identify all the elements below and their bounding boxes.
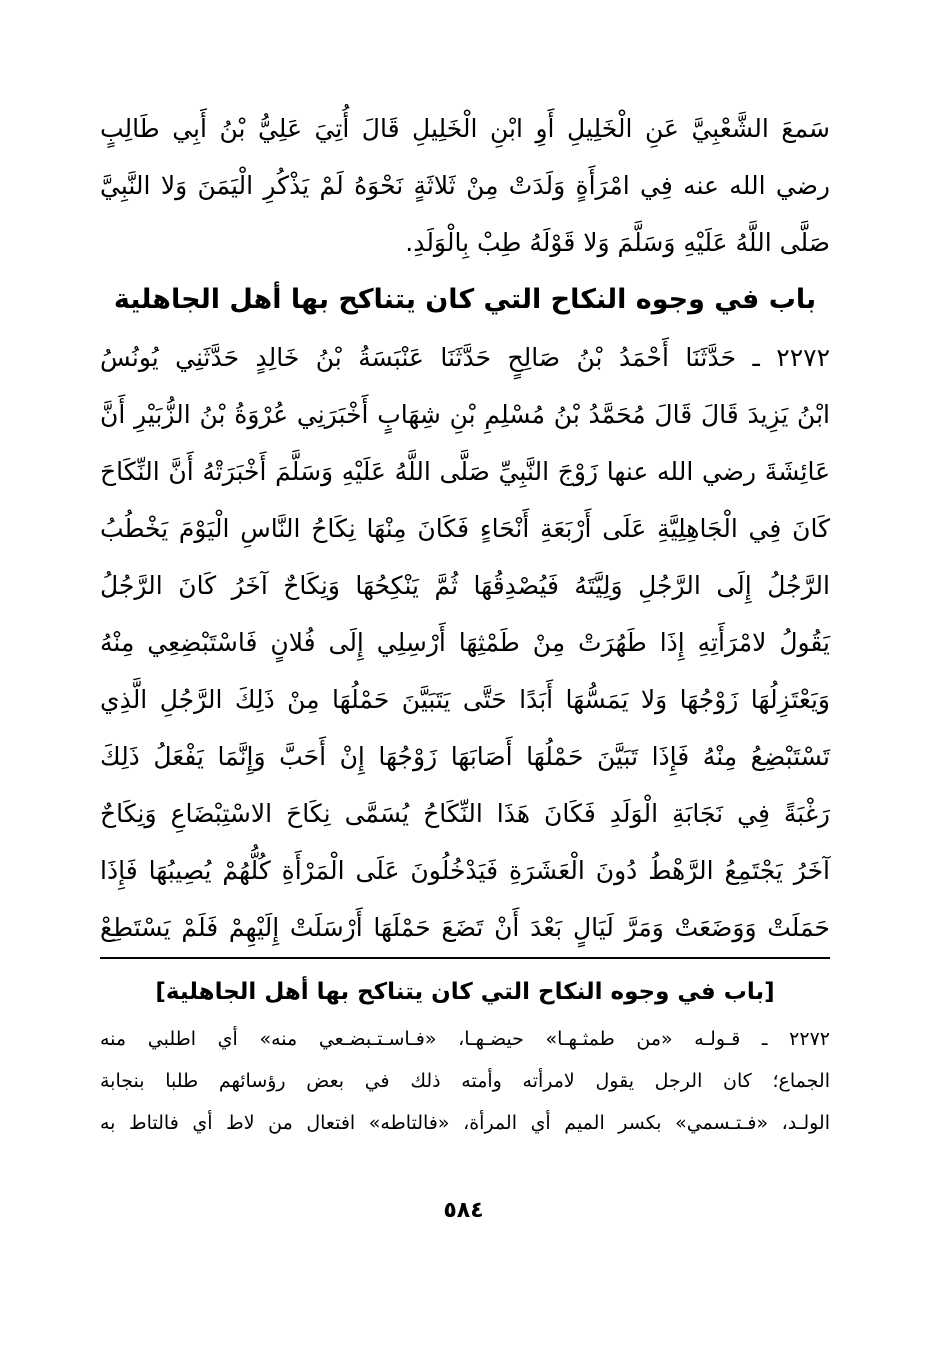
hadith-line: الرَّجُلُ إِلَى الرَّجُلِ وَلِيَّتَهُ فَيُصْدِقُهَا ثُمَّ يَنْكِحُهَا وَنِكَاحٌ آخَرُ كَانَ الرَّجُلُ (100, 571, 830, 600)
text-line: رضي الله عنه فِي امْرَأَةٍ وَلَدَتْ مِنْ ثَلاثَةٍ نَحْوَهُ لَمْ يَذْكُرِ الْيَمَنَ وَلا النَّبِيَّ (100, 171, 830, 200)
page-number: ٥٨٤ (443, 1198, 484, 1223)
footnotes-block (100, 966, 830, 1144)
hadith-line: عَائِشَةَ رضي الله عنها زَوْجَ النَّبِيِّ صَلَّى اللَّهُ عَلَيْهِ وَسَلَّمَ أَخْبَرَتْهُ أَنَّ النِّكَاحَ (100, 457, 830, 486)
hadith-line: حَمَلَتْ وَوَضَعَتْ وَمَرَّ لَيَالٍ بَعْدَ أَنْ تَضَعَ حَمْلَهَا أَرْسَلَتْ إِلَيْهِمْ فَلَمْ يَسْتَطِعْ (100, 913, 830, 942)
hadith-line: كَانَ فِي الْجَاهِلِيَّةِ عَلَى أَرْبَعَةِ أَنْحَاءٍ فَكَانَ مِنْهَا نِكَاحُ النَّاسِ الْيَوْمَ يَخْطُبُ (100, 514, 830, 543)
footnote-line: ٢٢٧٢ ـ قـولـه «من طمثـهـا» حيضـهـا، «فـاسـتـبضـعي منه» أي اطلبي منه (100, 1028, 830, 1050)
footnote-line: الولـد، «فـتـسمي» بكسر الميم أي المرأة، «فالتاطه» افتعال من لاط أي فالتاط به (100, 1112, 830, 1134)
hadith-line: رَغْبَةً فِي نَجَابَةِ الْوَلَدِ فَكَانَ هَذَا النِّكَاحُ يُسَمَّى نِكَاحَ الاسْتِبْضَاعِ وَنِكَاحٌ (100, 799, 830, 828)
hadith-line: تَسْتَبْضِعُ مِنْهُ فَإِذَا تَبَيَّنَ حَمْلُهَا أَصَابَهَا زَوْجُهَا إِنْ أَحَبَّ وَإِنَّمَا يَفْعَلُ ذَلِكَ (100, 742, 830, 771)
text-line: صَلَّى اللَّهُ عَلَيْهِ وَسَلَّمَ وَلا قَوْلَهُ طِبْ بِالْوَلَدِ. (405, 228, 830, 257)
footnote-divider (100, 957, 830, 959)
hadith-line: ابْنُ يَزِيدَ قَالَ قَالَ مُحَمَّدُ بْنُ مُسْلِمِ بْنِ شِهَابٍ أَخْبَرَنِي عُرْوَةُ بْنُ الزُّبَيْرِ أَنَّ (100, 400, 830, 429)
hadith-line: يَقُولُ لامْرَأَتِهِ إِذَا طَهُرَتْ مِنْ طَمْثِهَا أَرْسِلِي إِلَى فُلانٍ فَاسْتَبْضِعِي مِنْهُ (100, 628, 830, 657)
hadith-line: وَيَعْتَزِلُهَا زَوْجُهَا وَلا يَمَسُّهَا أَبَدًا حَتَّى يَتَبَيَّنَ حَمْلُهَا مِنْ ذَلِكَ الرَّجُلِ الَّذِي (100, 685, 830, 714)
main-text-block (100, 100, 830, 956)
hadith-line: آخَرُ يَجْتَمِعُ الرَّهْطُ دُونَ الْعَشَرَةِ فَيَدْخُلُونَ عَلَى الْمَرْأَةِ كُلُّهُمْ يُصِيبُهَا فَإِذَا (100, 856, 830, 885)
text-line: سَمعَ الشَّعْبِيَّ عَنِ الْخَلِيلِ أَوِ ابْنِ الْخَلِيلِ قَالَ أُتِيَ عَلِيُّ بْنُ أَبِي طَالِبٍ (100, 114, 830, 143)
chapter-title: باب في وجوه النكاح التي كان يتناكح بها أهل الجاهلية (113, 284, 817, 315)
footnote-heading: [باب في وجوه النكاح التي كان يتناكح بها أهل الجاهلية] (155, 979, 775, 1005)
hadith-line: ٢٢٧٢ ـ حَدَّثَنَا أَحْمَدُ بْنُ صَالِحٍ حَدَّثَنَا عَنْبَسَةُ بْنُ خَالِدٍ حَدَّثَنِي يُونُسُ (100, 343, 830, 372)
footnote-line: الجماع؛ كان الرجل يقول لامرأته وأمته ذلك في بعض رؤسائهم طلبا بنجابة (100, 1070, 830, 1092)
